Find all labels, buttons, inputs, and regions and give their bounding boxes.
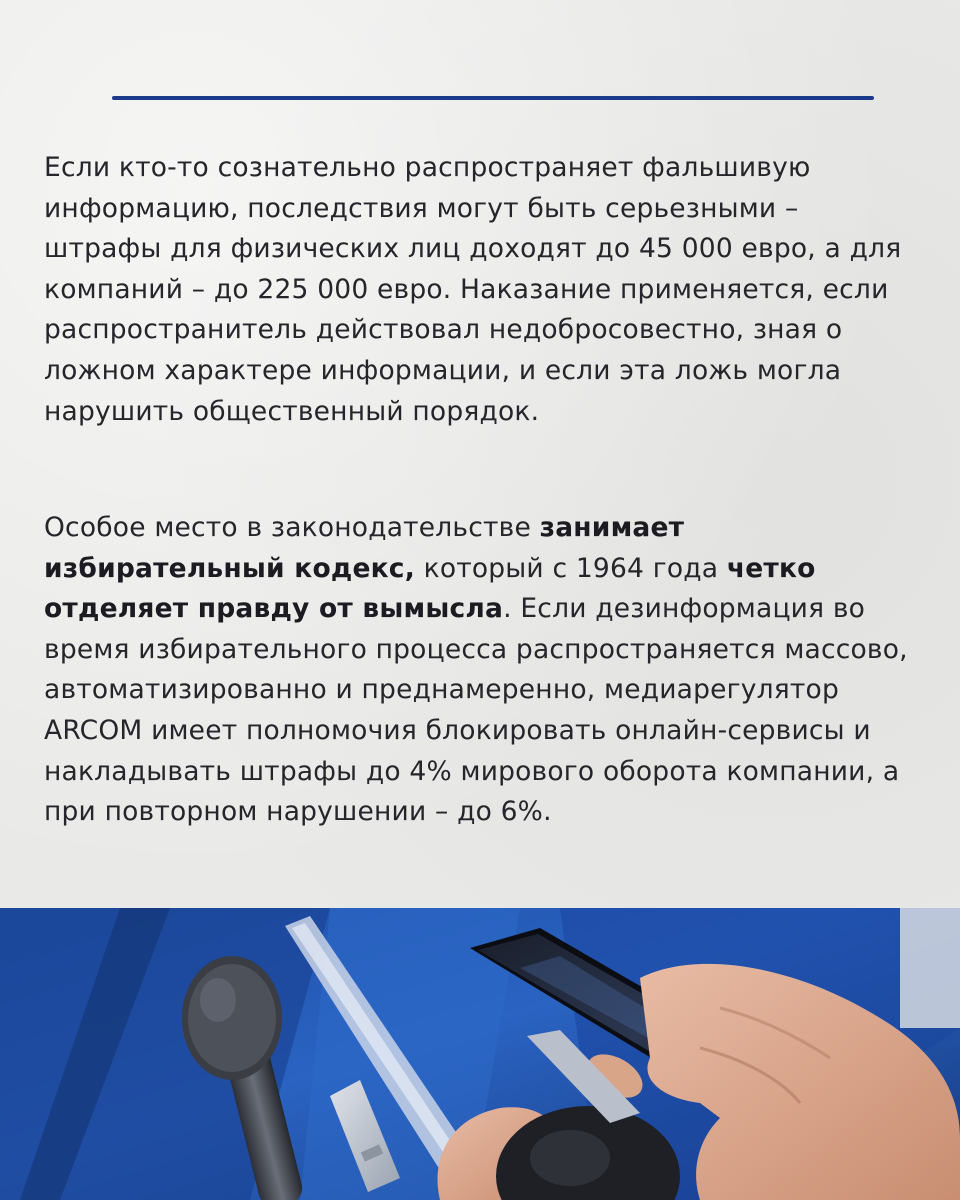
paragraph-electoral-code [44,508,924,833]
paragraph-electoral-code-seg-1: Особое место в законодательстве [44,512,540,543]
top-divider-rule [112,96,874,100]
paragraph-electoral-code-bold-2: четко отделяет правду от вымысла [44,552,816,625]
paragraph-electoral-code-bold-1: занимает избирательный кодекс, [44,512,685,584]
press-microphones-phones-photo [0,908,960,1200]
paragraph-electoral-code-seg-5: . Если дезинформация во время избирательного процесса распространяется массово, автоматизированно и преднамеренно, медиарегулятор ARCOM имеет полномочия блокировать онлайн-сервисы и накладывать штрафы до 4% мирового оборота компании, а при повторном нарушении – до 6%. [44,593,908,828]
paragraph-electoral-code-seg-3: который с 1964 года [414,552,727,584]
photo-illustration [0,908,960,1200]
paragraph-penalties: Если кто-то сознательно распространяет фальшивую информацию, последствия могут быть серьезными – штрафы для физических лиц доходят до 45 000 евро, а для компаний – до 225 000 евро. Наказание применяется, если распространитель действовал недобросовестно, зная о ложном характере информации, и если эта ложь могла нарушить общественный порядок. [44,152,902,427]
background-light-area [900,908,960,1028]
